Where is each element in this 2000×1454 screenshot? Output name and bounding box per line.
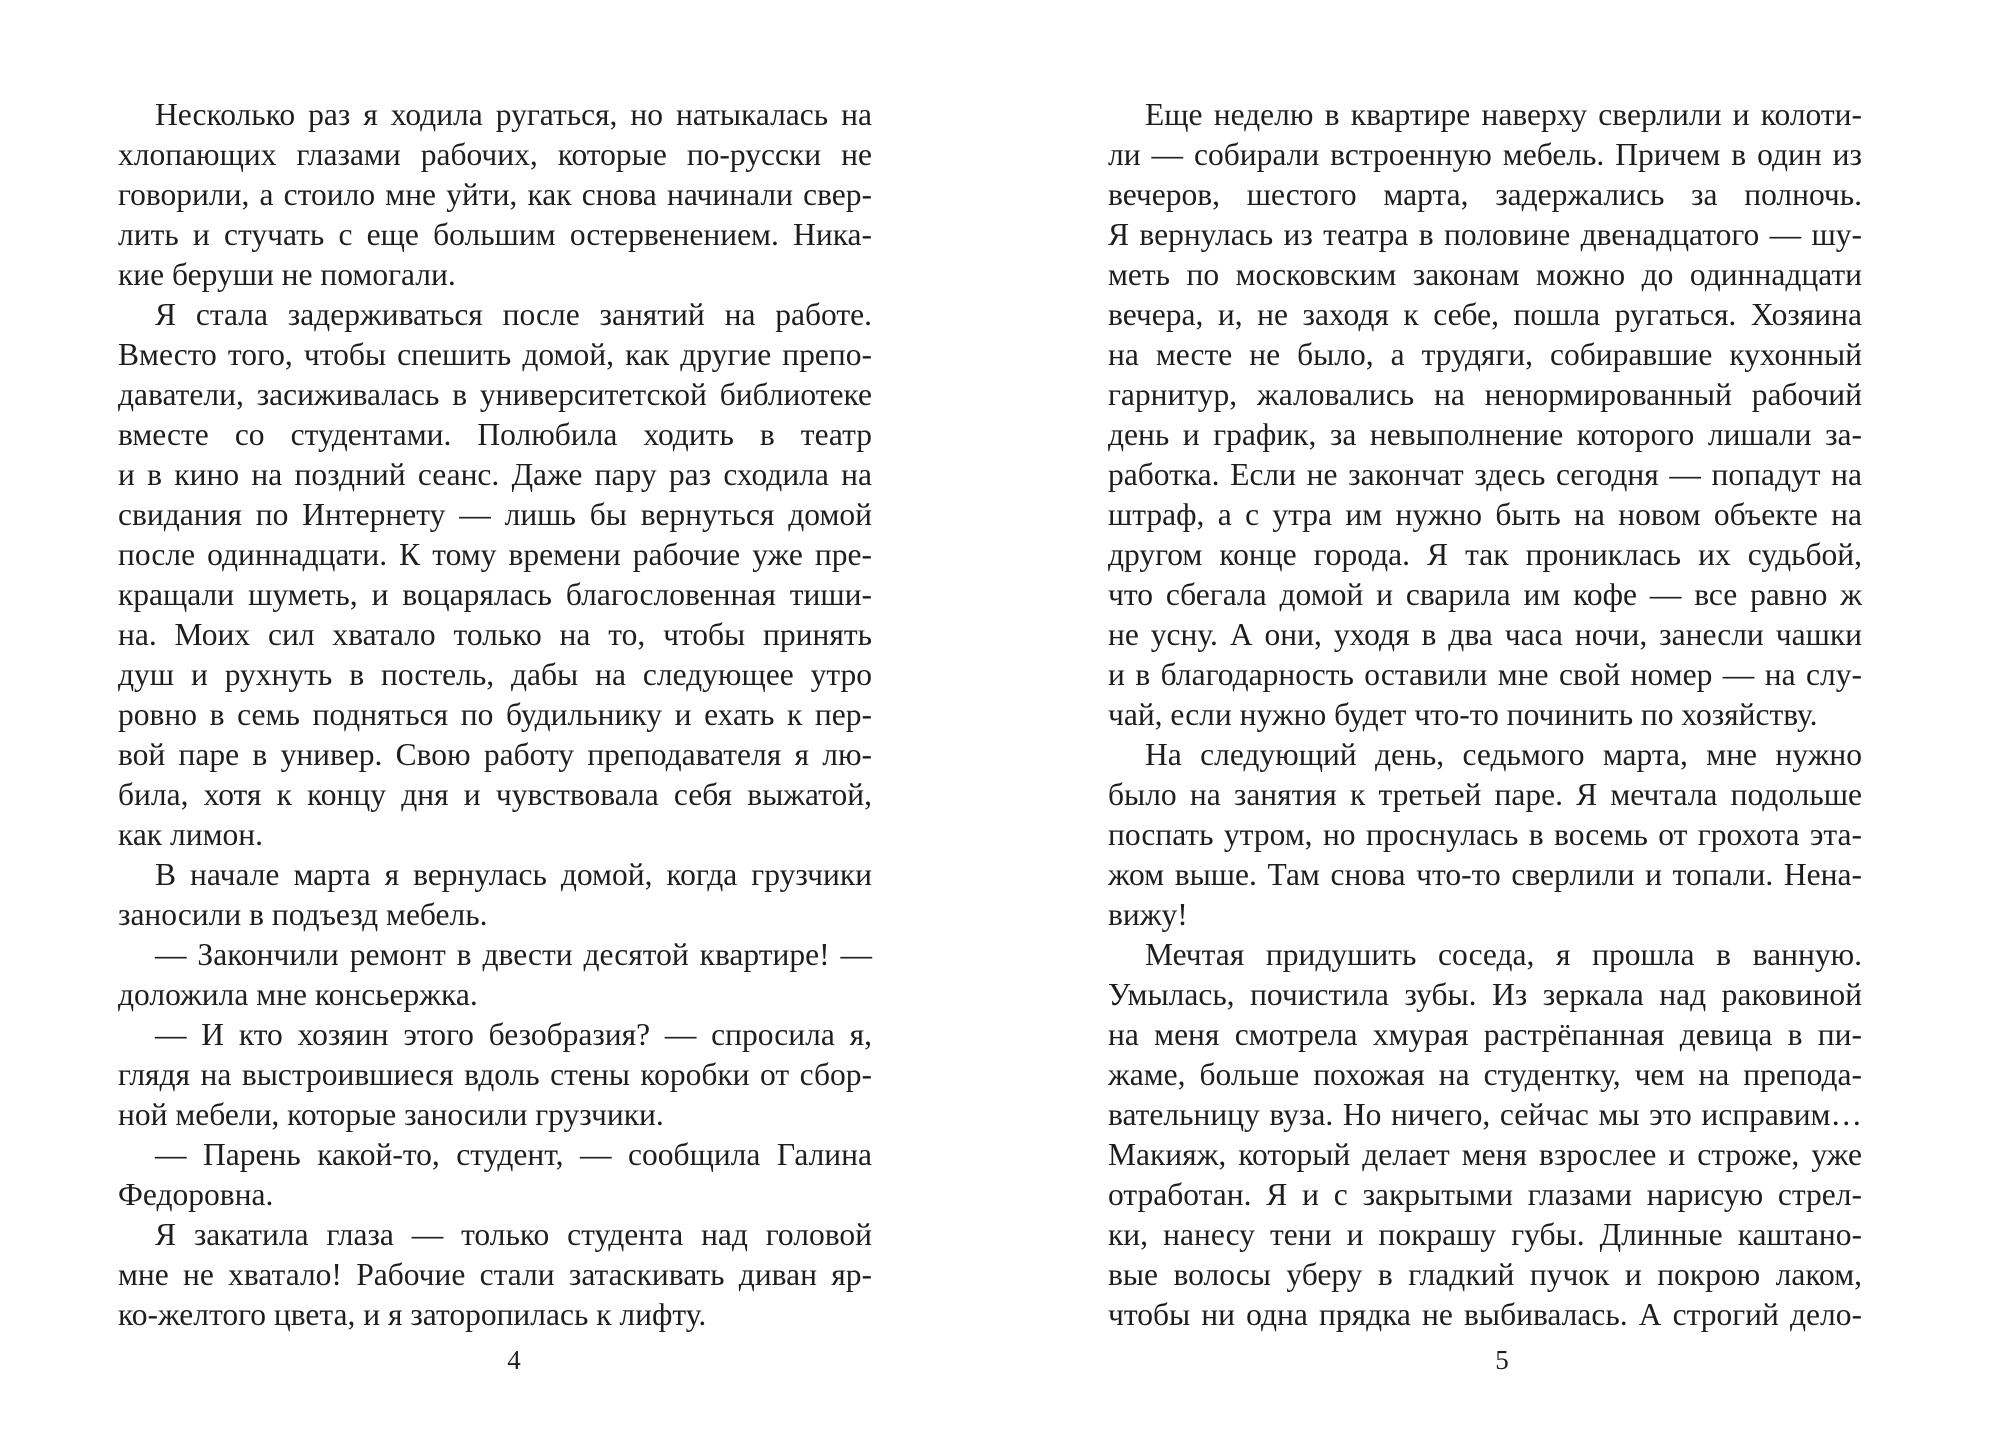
text-line: вместе со студентами. Полюбила ходить в театр — [118, 417, 872, 452]
right-page-number: 5 — [1495, 1345, 1509, 1375]
text-line: мне не хватало! Рабочие стали затаскивать диван яр- — [118, 1257, 872, 1292]
text-line: что сбегала домой и сварила им кофе — все равно ж — [1108, 577, 1862, 612]
text-line: штраф, а с утра им нужно быть на новом объекте на — [1108, 497, 1862, 532]
text-line: поспать утром, но проснулась в восемь от грохота эта- — [1108, 817, 1862, 852]
text-line: Я вернулась из театра в половине двенадцатого — шу- — [1108, 217, 1862, 252]
text-line: чай, если нужно будет что-то починить по хозяйству. — [1108, 697, 1818, 732]
text-line: другом конце города. Я так прониклась их судьбой, — [1108, 537, 1862, 572]
text-line: вые волосы уберу в гладкий пучок и покрою лаком, — [1108, 1257, 1862, 1292]
text-line: вательницу вуза. Но ничего, сейчас мы это исправим… — [1108, 1097, 1862, 1132]
text-line: Федоровна. — [118, 1177, 274, 1212]
text-line: на. Моих сил хватало только на то, чтобы принять — [118, 617, 872, 652]
text-line: Еще неделю в квартире наверху сверлили и колоти- — [1145, 97, 1862, 132]
text-line: вой паре в универ. Свою работу преподавателя я лю- — [118, 737, 872, 772]
text-line: Мечтая придушить соседа, я прошла в ванную. — [1145, 937, 1862, 972]
text-line: Я стала задерживаться после занятий на работе. — [155, 297, 872, 332]
text-line: чтобы ни одна прядка не выбивалась. А строгий дело- — [1108, 1297, 1862, 1332]
text-line: заносили в подъезд мебель. — [118, 897, 488, 932]
text-line: меть по московским законам можно до одиннадцати — [1108, 257, 1862, 292]
text-line: кие беруши не помогали. — [118, 257, 456, 292]
text-line: свидания по Интернету — лишь бы вернуться домой — [118, 497, 872, 532]
text-line: на месте не было, а трудяги, собиравшие кухонный — [1108, 337, 1862, 372]
text-line: — Парень какой-то, студент, — сообщила Галина — [155, 1137, 872, 1172]
text-line: вечера, и, не заходя к себе, пошла ругаться. Хозяина — [1108, 297, 1862, 332]
text-line: глядя на выстроившиеся вдоль стены коробки от сбор- — [118, 1057, 872, 1092]
right-page — [1108, 95, 1862, 1335]
text-line: ки, нанесу тени и покрашу губы. Длинные каштано- — [1108, 1217, 1862, 1252]
text-line: как лимон. — [118, 817, 263, 852]
text-line: душ и рухнуть в постель, дабы на следующее утро — [118, 657, 872, 692]
text-line: говорили, а стоило мне уйти, как снова начинали свер- — [118, 177, 872, 212]
text-line: и в благодарность оставили мне свой номер — на слу- — [1108, 657, 1862, 692]
text-line: и в кино на поздний сеанс. Даже пару раз сходила на — [118, 457, 872, 492]
text-line: гарнитур, жаловались на ненормированный рабочий — [1108, 377, 1862, 412]
left-page-number: 4 — [507, 1345, 521, 1375]
text-line: Я закатила глаза — только студента над головой — [155, 1217, 872, 1252]
text-line: кращали шуметь, и воцарялась благословенная тиши- — [118, 577, 872, 612]
text-line: вижу! — [1108, 897, 1188, 932]
text-line: на меня смотрела хмурая растрёпанная девица в пи- — [1108, 1017, 1862, 1052]
text-line: жаме, больше похожая на студентку, чем на препода- — [1108, 1057, 1862, 1092]
text-line: даватели, засиживалась в университетской библиотеке — [118, 377, 872, 412]
left-page — [118, 95, 872, 1335]
text-line: Умылась, почистила зубы. Из зеркала над раковиной — [1108, 977, 1862, 1012]
text-line: ровно в семь подняться по будильнику и ехать к пер- — [118, 697, 872, 732]
text-line: — Закончили ремонт в двести десятой квартире! — — [155, 937, 872, 972]
text-line: ли — собирали встроенную мебель. Причем в один из — [1108, 137, 1862, 172]
text-line: ко-желтого цвета, и я заторопилась к лифту. — [118, 1297, 707, 1332]
text-line: отработан. Я и с закрытыми глазами нарисую стрел- — [1108, 1177, 1862, 1212]
text-line: хлопающих глазами рабочих, которые по-русски не — [118, 137, 872, 172]
text-line: доложила мне консьержка. — [118, 977, 478, 1012]
text-line: вечеров, шестого марта, задержались за полночь. — [1108, 177, 1862, 212]
text-line: В начале марта я вернулась домой, когда грузчики — [155, 857, 872, 892]
text-line: Вместо того, чтобы спешить домой, как другие препо- — [118, 337, 872, 372]
text-line: жом выше. Там снова что-то сверлили и топали. Нена- — [1108, 857, 1862, 892]
text-line: била, хотя к концу дня и чувствовала себя выжатой, — [118, 777, 872, 812]
text-line: не усну. А они, уходя в два часа ночи, занесли чашки — [1108, 617, 1862, 652]
text-line: было на занятия к третьей паре. Я мечтала подольше — [1108, 777, 1862, 812]
text-line: день и график, за невыполнение которого лишали за- — [1108, 417, 1862, 452]
text-line: Макияж, который делает меня взрослее и строже, уже — [1108, 1137, 1862, 1172]
text-line: лить и стучать с еще большим остервенением. Ника- — [118, 217, 872, 252]
text-line: работка. Если не закончат здесь сегодня — попадут на — [1108, 457, 1862, 492]
text-line: — И кто хозяин этого безобразия? — спросила я, — [155, 1017, 872, 1052]
text-line: На следующий день, седьмого марта, мне нужно — [1145, 737, 1862, 772]
text-line: Несколько раз я ходила ругаться, но натыкалась на — [155, 97, 872, 132]
text-line: после одиннадцати. К тому времени рабочие уже пре- — [118, 537, 872, 572]
text-line: ной мебели, которые заносили грузчики. — [118, 1097, 664, 1132]
